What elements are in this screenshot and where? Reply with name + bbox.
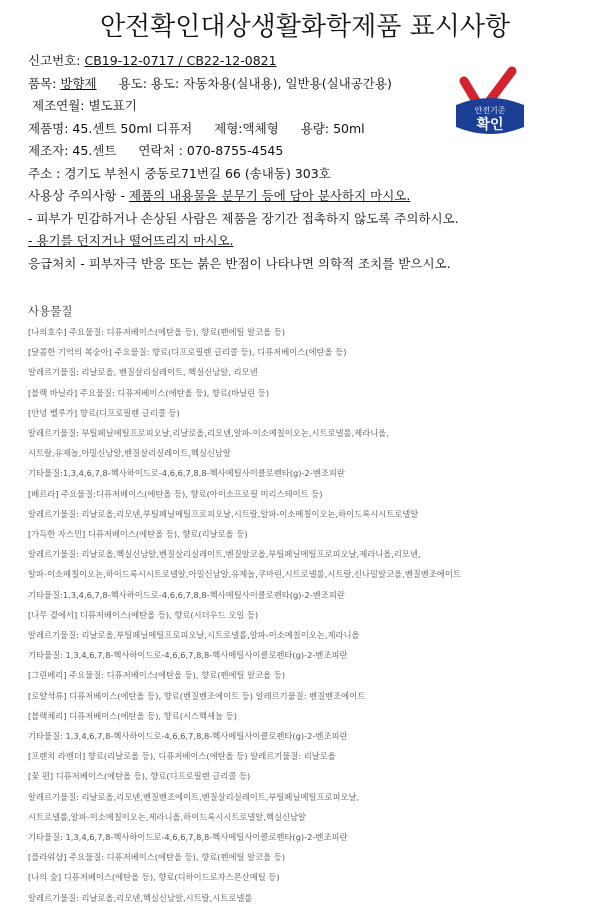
form-label: 제형: [214, 120, 243, 136]
material-line: [나의 숲] 디퓨저베이스(에탄올 등), 향료(디하이드로자스몬산메틸 등) [28, 872, 280, 883]
material-line: 알레르기물질: 리날로올,리모넨,부틸페닐메틸프로피오날,시트랄,알파-이소메칠이오논,하이드록시시트로넬알 [28, 508, 419, 519]
material-line: [가득한 자스민] 디퓨저베이스(에탄올 등), 향료(리날로올 등) [28, 529, 248, 540]
material-line: [플라워샵] 주요물질: 디퓨저베이스(에탄올 등), 향료(펜에틸 알코올 등) [28, 852, 286, 863]
product-row [28, 118, 448, 141]
report-number-row [28, 50, 448, 73]
material-line: [그린베리] 주요물질: 디퓨저베이스(에탄올 등), 향료(펜에틸 알코올 등) [28, 670, 286, 681]
item-row [28, 73, 448, 96]
material-line: [블랙체리] 디퓨저베이스(에탄올 등), 향료(시스핵세놀 등) [28, 710, 237, 721]
label-info [28, 50, 459, 275]
contact-value: 070-8755-4545 [186, 143, 284, 158]
material-line: 기타물질: 1,3,4,6,7,8-헥사하이드로-4,6,6,7,8,8-헥사메틸사이클로펜타(g)-2-벤조피란 [28, 832, 348, 843]
usage-value: 자동차용(실내용), 일반용(실내공간용) [183, 75, 392, 91]
material-line: 알레르기물질: 리날로올,헥실신남알,벤질살리실레이트,벤질알코올,부틸페닐메틸프로피오날,제라니올,리모넨, [28, 549, 421, 560]
date-row [28, 95, 448, 118]
maker-label: 제조자: [28, 143, 69, 158]
material-line: 알레르기물질: 리날로올,부틸페닐메틸프로피오날,시트로넬롤,알파-이소메칠이오논,제라니올 [28, 630, 360, 641]
caution-row: 사용상 주의사항 - 제품의 내용물을 분무기 등에 담아 분사하지 마시오. [28, 188, 411, 203]
report-numbers: CB19-12-0717 / CB22-12-0821 [84, 53, 277, 68]
materials-section [28, 303, 598, 908]
date-label: 제조연월: [32, 98, 85, 113]
caution-label: 사용상 주의사항 [28, 188, 117, 203]
material-line: [달콤한 기억의 복숭아] 주요물질: 향료(디프로필렌 글리콜 등), 디퓨저베이스(에탄올 등) [28, 347, 347, 358]
safety-check-badge [452, 65, 528, 141]
first-aid-label: 응급처치 [28, 255, 77, 271]
safety-check-mark-icon [452, 65, 528, 141]
material-line: 알레르기물질: 리날로올, 벤질살리실레이트, 헥실신남알, 리모넨 [28, 367, 258, 378]
page-title: 안전확인대상생활화학제품 표시사항 [99, 12, 511, 42]
volume-label: 용량: [300, 120, 330, 136]
report-label: 신고번호: [28, 53, 81, 68]
material-line: 알레르기물질: 리날로올,리모넨,벤질벤조에이트,벤질살리실레이트,부틸페닐메틸프로피오날, [28, 791, 360, 802]
item-value: 방향제 [60, 75, 97, 91]
item-label: 품목: [28, 75, 57, 91]
form-value: 액체형 [242, 120, 279, 136]
material-line: [나의호수] 주요물질: 디퓨저베이스(에탄올 등), 향료(펜에틸 알코올 등) [28, 327, 286, 337]
first-aid-row [28, 253, 451, 276]
material-line: 시트랄,유제놀,아밀신남알,벤질살리실레이트,헥실신남알 [28, 448, 231, 459]
material-line: 알레르기물질: 부틸페닐메틸프로피오날,리날로올,리모넨,알파-이소메칠이오논,시트로넬롤,제라니올, [28, 428, 389, 439]
materials-title: 사용물질 [28, 304, 73, 318]
material-line: [블랙 바닐라] 주요물질: 디퓨저베이스(에탄올 등), 향료(바닐린 등) [28, 387, 270, 398]
caution-3: - 용기를 던지거나 떨어뜨리지 마시오. [28, 233, 234, 248]
first-aid-value: - 피부자극 반응 또는 붉은 반점이 나타나면 의학적 조치를 받으시오. [80, 255, 451, 271]
material-line: [베르라] 주요물질:디퓨저베이스(에탄올 등), 향료(아이소프로필 미리스테이트 등) [28, 488, 323, 499]
material-line: 기타물질: 1,3,4,6,7,8-헥사하이드로-4,6,6,7,8,8-헥사메틸사이클로펜타(g)-2-벤조피란 [28, 731, 348, 742]
maker-value: 45.센트 [72, 143, 117, 158]
material-line: 시트로넬롤,알파-이소메칠이오논,제라니올,하이드록시시트로넬알,헥실신남알 [28, 811, 307, 822]
material-line: [꽃 편] 디퓨저베이스(에탄올 등), 향료(디프로필렌 글리콜 등) [28, 771, 251, 782]
product-label: 제품명: [28, 120, 69, 136]
caution-2: - 피부가 민감하거나 손상된 사람은 제품을 장기간 접촉하지 않도록 주의하시오. [28, 210, 459, 226]
material-line: [안녕 벨루가] 향료(디프로필렌 글리콜 등) [28, 407, 180, 418]
address-value: 경기도 부천시 중동로71번길 66 (송내동) 303호 [64, 165, 331, 181]
material-line: [로얄석류] 디퓨저베이스(에탄올 등), 향료(벤질벤조에이트 등) 알레르기물질: 벤질벤조에이트 [28, 690, 366, 701]
caution-1: 제품의 내용물을 분무기 등에 담아 분사하지 마시오. [128, 188, 411, 203]
address-row [28, 163, 448, 186]
material-line: 기타물질:1,3,4,6,7,8-헥사하이드로-4,6,6,7,8,8-헥사메틸사이클로펜타(g)-2-벤조피란 [28, 589, 345, 600]
volume-value: 50ml [333, 120, 365, 136]
material-line: [나무 곁에서] 디퓨저베이스(에탄올 등), 향료(시더우드 오일 등) [28, 609, 259, 620]
material-line: 알파-이소메칠이오논,하이드록시시트로넬알,아밀신남알,유제놀,쿠마린,시트로넬롤,시트랄,신나밀알코올,벤질벤조에이트 [28, 569, 461, 580]
maker-row [28, 140, 448, 163]
product-value: 45.센트 50ml 디퓨저 [72, 120, 193, 136]
date-value: 별도표기 [88, 98, 137, 113]
material-line: [프렌치 라벤더] 향료(리날로올 등), 디퓨저베이스(에탄올 등) 알레르기물질: 리날로올 [28, 751, 336, 762]
badge-top-text: 안전기준 [474, 106, 506, 115]
materials-list [28, 322, 598, 908]
badge-main-text: 확인 [476, 117, 504, 133]
address-label: 주소 : [28, 165, 61, 181]
material-line: 기타물질:1,3,4,6,7,8-헥사하이드로-4,6,6,7,8,8-헥사메틸사이클로펜타(g)-2-벤조피란 [28, 468, 345, 479]
contact-label: 연락처 : [138, 143, 183, 158]
material-line: 알레르기물질: 리날로올,리모넨,헥실신남알,시트랄,시트로넬롤 [28, 892, 253, 903]
material-line: 기타물질: 1,3,4,6,7,8-헥사하이드로-4,6,6,7,8,8-헥사메틸사이클로펜타(g)-2-벤조피란 [28, 650, 348, 661]
usage-label: 용도: 용도: [118, 75, 180, 91]
